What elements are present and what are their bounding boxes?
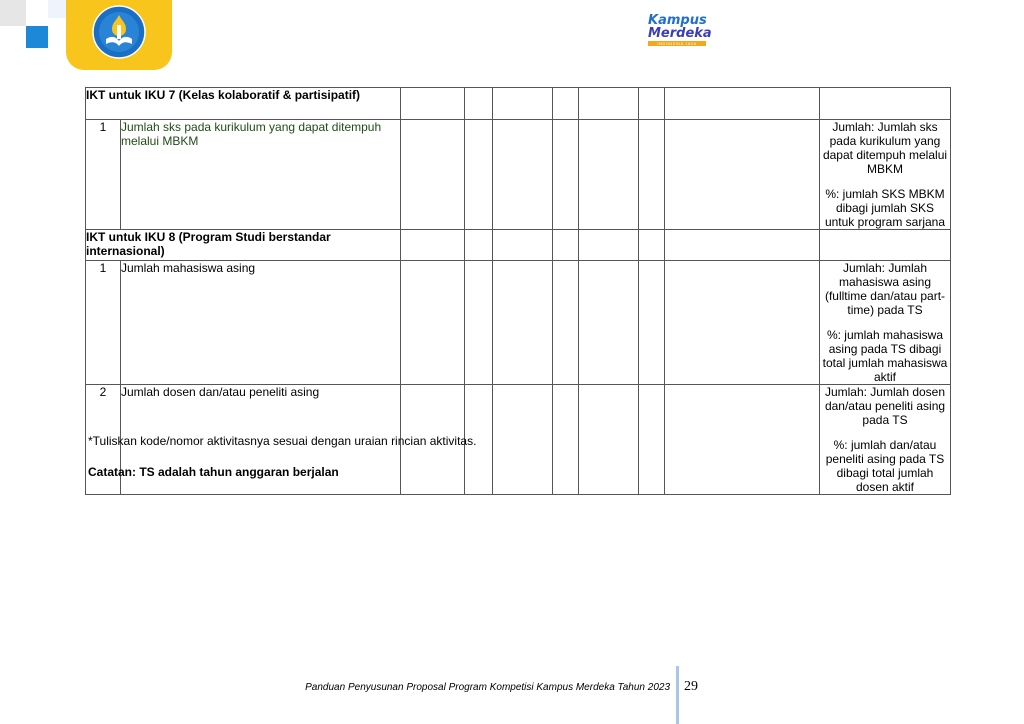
row-note [820, 261, 951, 385]
empty-cell [665, 120, 820, 230]
row-note [820, 385, 951, 495]
header-decor-square-blue [26, 26, 48, 48]
empty-cell [493, 385, 553, 495]
tut-wuri-handayani-emblem-icon [92, 5, 146, 59]
empty-cell [665, 261, 820, 385]
row-note [820, 120, 951, 230]
footer-divider [676, 666, 679, 724]
empty-cell [493, 261, 553, 385]
row-number: 2 [86, 385, 121, 495]
empty-cell [665, 88, 820, 120]
empty-cell [639, 120, 665, 230]
empty-cell [665, 230, 820, 261]
empty-cell [553, 88, 579, 120]
empty-cell [401, 230, 465, 261]
empty-cell [465, 261, 493, 385]
empty-cell [579, 230, 639, 261]
empty-cell [465, 88, 493, 120]
section-title: IKT untuk IKU 8 (Program Studi berstandar internasional) [86, 230, 401, 261]
kampus-logo-line1: Kampus [648, 13, 707, 28]
empty-cell [465, 230, 493, 261]
note-persen: %: jumlah dan/atau peneliti asing pada TS dibagi total jumlah dosen aktif [825, 438, 945, 494]
section-header-row [86, 230, 951, 261]
footnote: *Tuliskan kode/nomor aktivitasnya sesuai dengan uraian rincian aktivitas. [88, 434, 477, 448]
catatan-note: Catatan: TS adalah tahun anggaran berjalan [88, 465, 339, 479]
empty-cell [579, 120, 639, 230]
note-jumlah: Jumlah: Jumlah sks pada kurikulum yang dapat ditempuh melalui MBKM [822, 120, 948, 176]
empty-cell [465, 120, 493, 230]
page-number: 29 [684, 679, 698, 694]
empty-cell [553, 385, 579, 495]
empty-cell [401, 120, 465, 230]
empty-cell [820, 230, 951, 261]
empty-cell [401, 88, 465, 120]
empty-cell [493, 120, 553, 230]
empty-cell [553, 230, 579, 261]
kampus-logo-tagline: INDONESIA JAYA [648, 41, 706, 46]
note-persen: %: jumlah mahasiswa asing pada TS dibagi total jumlah mahasiswa aktif [822, 328, 948, 384]
empty-cell [820, 88, 951, 120]
empty-cell [579, 88, 639, 120]
note-jumlah: Jumlah: Jumlah dosen dan/atau peneliti asing pada TS [824, 385, 946, 427]
empty-cell [665, 385, 820, 495]
note-persen: %: jumlah SKS MBKM dibagi jumlah SKS untuk program sarjana [824, 187, 946, 229]
empty-cell [579, 261, 639, 385]
row-number: 1 [86, 120, 121, 230]
note-jumlah: Jumlah: Jumlah mahasiswa asing (fulltime dan/atau part-time) pada TS [824, 261, 946, 317]
header-decor-square-grey [0, 0, 26, 26]
empty-cell [553, 261, 579, 385]
kampus-merdeka-logo [648, 14, 718, 48]
empty-cell [639, 230, 665, 261]
empty-cell [639, 261, 665, 385]
row-item: Jumlah sks pada kurikulum yang dapat ditempuh melalui MBKM [121, 120, 401, 230]
footer-doc-title: Panduan Penyusunan Proposal Program Kompetisi Kampus Merdeka Tahun 2023 [305, 682, 670, 693]
section-header-row [86, 88, 951, 120]
empty-cell [493, 88, 553, 120]
empty-cell [639, 88, 665, 120]
empty-cell [579, 385, 639, 495]
empty-cell [493, 230, 553, 261]
row-item: Jumlah mahasiswa asing [121, 261, 401, 385]
row-number: 1 [86, 261, 121, 385]
row-item: Jumlah dosen dan/atau peneliti asing [121, 385, 401, 495]
table-row [86, 261, 951, 385]
empty-cell [401, 261, 465, 385]
table-row [86, 120, 951, 230]
empty-cell [639, 385, 665, 495]
kampus-logo-line2: Merdeka [648, 26, 712, 41]
empty-cell [553, 120, 579, 230]
header-decor-square-pale [48, 0, 66, 18]
section-title: IKT untuk IKU 7 (Kelas kolaboratif & partisipatif) [86, 88, 401, 120]
